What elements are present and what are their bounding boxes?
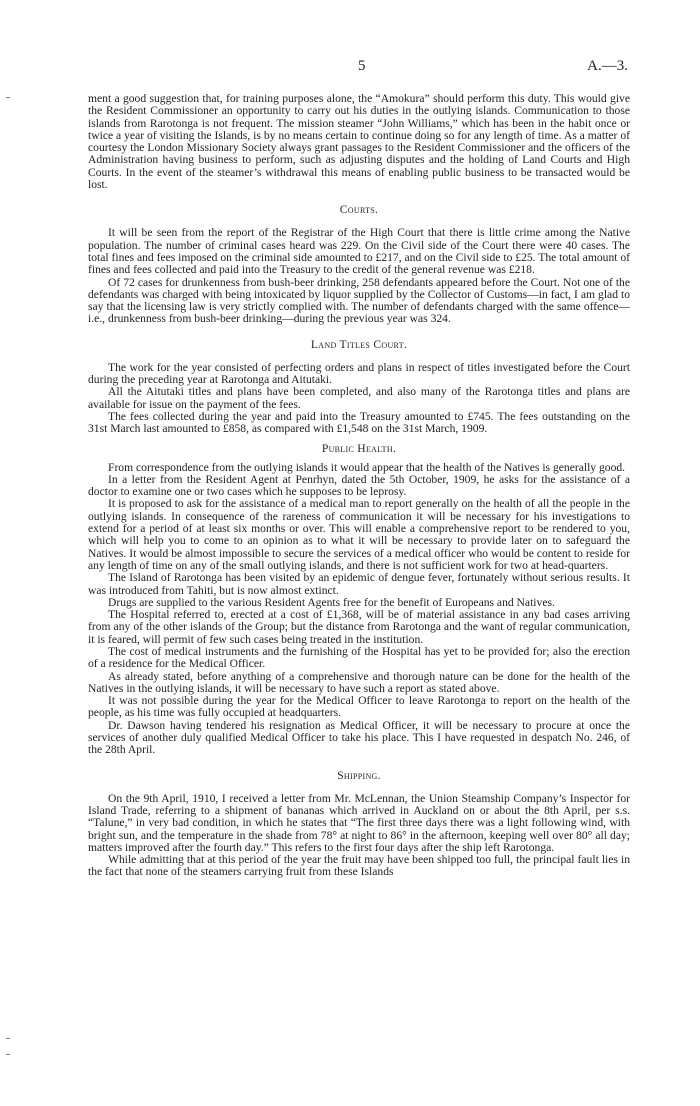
section-courts [88, 204, 630, 325]
page-number: 5 [358, 58, 366, 74]
document-body [88, 93, 630, 879]
paragraph: All the Aitutaki titles and plans have been completed, and also many of the Rarotonga titles and plans are available for issue on the payment of the fees. [88, 385, 630, 411]
section-land-titles-court [88, 339, 630, 436]
paragraph: The Hospital referred to, erected at a cost of £1,368, will be of material assistance in any bad cases arriving from any of the other islands of the Group; but the distance from Rarotonga and the want of regular communication, it is feared, will permit of few such cases being treated in the institution. [88, 608, 630, 646]
margin-mark [6, 1038, 10, 1039]
section-shipping [88, 770, 630, 879]
paragraph: Drugs are supplied to the various Resident Agents free for the benefit of Europeans and Natives. [108, 595, 555, 609]
paragraph: The Island of Rarotonga has been visited by an epidemic of dengue fever, fortunately without serious results. It was introduced from Tahiti, but is now almost extinct. [88, 571, 630, 597]
paragraph: The cost of medical instruments and the furnishing of the Hospital has yet to be provided for; also the erection of a residence for the Medical Officer. [88, 644, 630, 671]
section-heading-courts: Courts. [339, 203, 379, 217]
page-header [0, 58, 700, 78]
paragraph: Dr. Dawson having tendered his resignation as Medical Officer, it will be necessary to procure at once the services of another duly qualified Medical Officer to take his place. This I have requested in despatch No. 246, of the 28th April. [88, 718, 630, 757]
paragraph: As already stated, before anything of a comprehensive and thorough nature can be done for the health of the Natives in the outlying islands, it will be necessary to have such a report as stated above. [88, 669, 630, 695]
opening-paragraph: ment a good suggestion that, for training purposes alone, the “Amokura” should perform this duty. This would give the Resident Commissioner an opportunity to carry out his duties in the outlying islands. Communication to those islands from Rarotonga is not frequent. The mission steamer “John Williams,” which has been in the habit once or twice a year of visiting the Islands, is by no means certain to continue doing so for any length of time. As a matter of courtesy the London Missionary Society always grant passages to the Resident Commissioner and the officers of the Administration having business to perform, such as adjusting disputes and the holding of Land Courts and High Courts. In the event of the steamer’s withdrawal this means of enabling public business to be transacted would be lost. [88, 92, 630, 192]
paragraph: The fees collected during the year and paid into the Treasury amounted to £745. The fees outstanding on the 31st March last amounted to £858, as compared with £1,548 on the 31st March, 1909. [88, 409, 630, 436]
paragraph: Of 72 cases for drunkenness from bush-beer drinking, 258 defendants appeared before the Court. Not one of the defendants was charged with being intoxicated by liquor supplied by the Collector of Customs—in fact, I am glad to say that the licensing law is very strictly complied with. The number of defendants charged with the same offence—i.e., drunkenness from bush-beer drinking—during the previous year was 324. [88, 275, 630, 326]
document-reference: A.—3. [587, 58, 628, 74]
margin-mark [6, 97, 10, 98]
paragraph: It is proposed to ask for the assistance of a medical man to report generally on the health of all the people in the outlying islands. In consequence of the rareness of communication it will be necessary for his investigations to extend for a period of at least six months or over. This will enable a comprehensive report to be rendered to you, which will help you to come to an opinion as to what it will be necessary to provide later on to safeguard the Natives. It would be almost impossible to secure the services of a medical officer who would be content to reside for any length of time on any of the small outlying islands, and there is not sufficient work for two at head-quarters. [88, 497, 630, 572]
paragraph: While admitting that at this period of the year the fruit may have been shipped too full, the principal fault lies in the fact that none of the steamers carrying fruit from these Islands [88, 853, 630, 879]
section-heading-public-health: Public Health. [321, 441, 397, 455]
section-heading-land-titles-court: Land Titles Court. [310, 337, 408, 351]
paragraph: It will be seen from the report of the Registrar of the High Court that there is little crime among the Native population. The number of criminal cases heard was 229. On the Civil side of the Court there were 40 cases. The total fines and fees imposed on the criminal side amounted to £217, and on the Civil side to £25. The total amount of fines and fees collected and paid into the Treasury to the credit of the general revenue was £218. [88, 226, 631, 277]
section-public-health [88, 443, 630, 757]
paragraph: In a letter from the Resident Agent at Penrhyn, dated the 5th October, 1909, he asks for the assistance of a doctor to examine one or two cases which he supposes to be leprosy. [88, 472, 630, 499]
paragraph: It was not possible during the year for the Medical Officer to leave Rarotonga to report on the health of the people, as his time was fully occupied at headquarters. [88, 694, 630, 720]
paragraph: On the 9th April, 1910, I received a letter from Mr. McLennan, the Union Steamship Company’s Inspector for Island Trade, referring to a shipment of bananas which arrived in Auckland on or about the 8th April, per s.s. “Talune,” in very bad condition, in which he states that “The first three days there was a light following wind, with bright sun, and the temperature in the shade from 78° at night to 86° in the afternoon, keeping well over 80° all day; matters improved after the fourth day.” This refers to the first four days after the ship left Rarotonga. [88, 791, 630, 854]
paragraph: From correspondence from the outlying islands it would appear that the health of the Natives is generally good. [108, 460, 626, 474]
paragraph: The work for the year consisted of perfecting orders and plans in respect of titles investigated before the Court during the preceding year at Rarotonga and Aitutaki. [88, 360, 630, 387]
margin-mark [6, 1054, 10, 1055]
section-heading-shipping: Shipping. [337, 768, 381, 782]
